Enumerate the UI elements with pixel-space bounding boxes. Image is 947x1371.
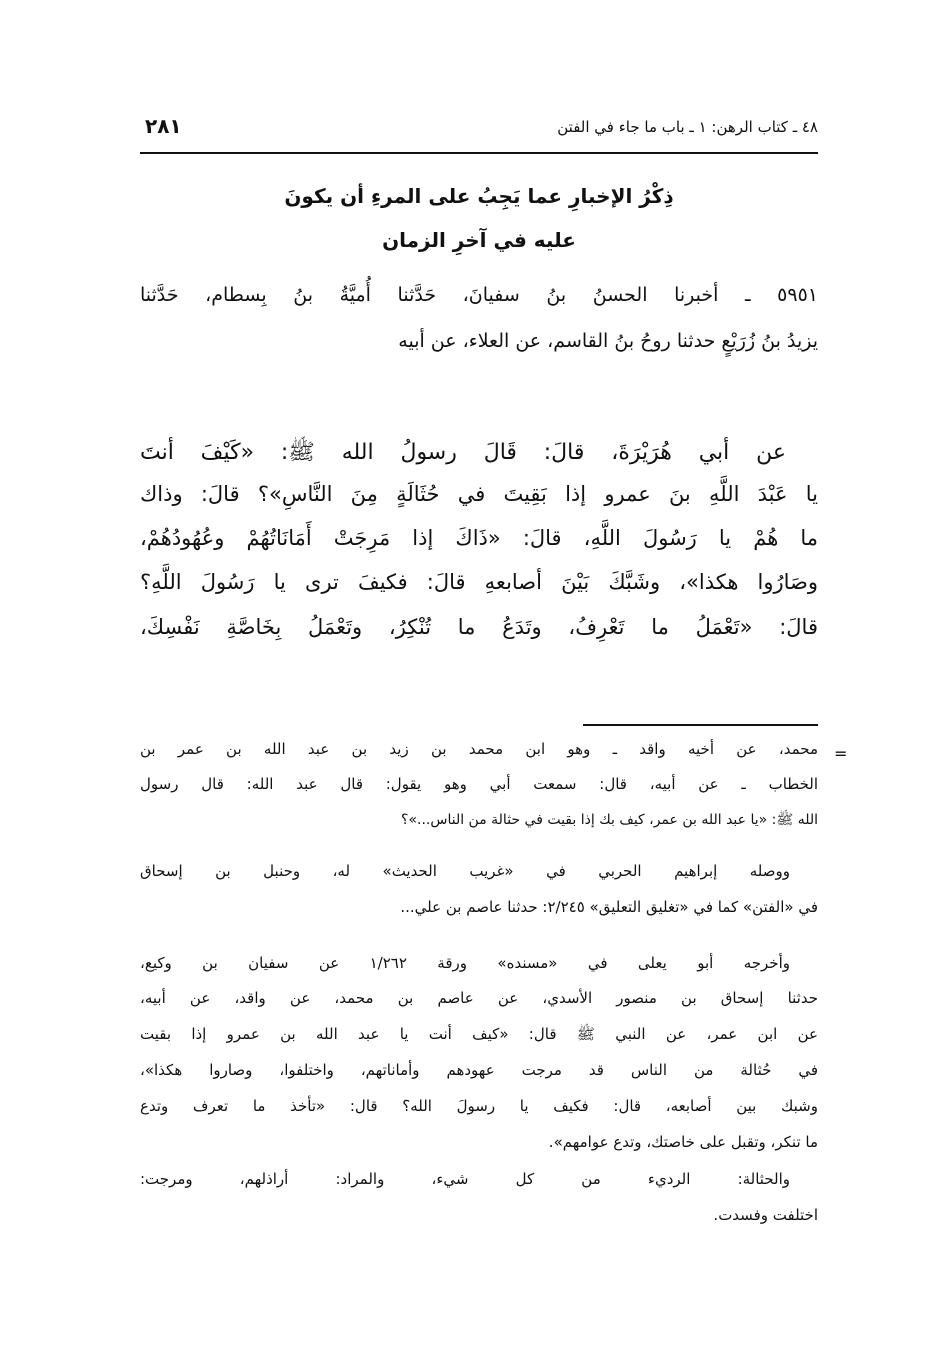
matn-line: قالَ: «تَعْمَلُ ما تَعْرِفُ، وتَدَعُ ما تُنْكِرُ، وتَعْمَلُ بِخَاصَّةِ نَفْسِكَ، (140, 615, 818, 639)
matn-line: يا عَبْدَ اللَّهِ بنَ عمرو إذا بَقِيتَ في حُثَالَةٍ مِنَ النَّاسِ»؟ قالَ: وذاك (140, 482, 818, 506)
footnote-line: ما تنكر، وتقبل على خاصتك، وتدع عوامهم». (548, 1133, 818, 1151)
footnote-line: عن ابن عمر، عن النبي ﷺ قال: «كيف أنت يا عبد الله بن عمرو إذا بقيت (140, 1025, 818, 1043)
footnote-line: اختلفت وفسدت. (713, 1206, 818, 1224)
footnote-line: الخطاب ـ عن أبيه، قال: سمعت أبي وهو يقول: قال عبد الله: قال رسول (140, 775, 818, 793)
matn-line: وصَارُوا هكذا»، وشَبَّكَ بَيْنَ أصابعهِ قالَ: فكيفَ ترى يا رَسُولَ اللَّهِ؟ (140, 570, 818, 594)
running-head: ٤٨ ـ كتاب الرهن: ١ ـ باب ما جاء في الفتن (557, 118, 818, 136)
section-title-line-2: عليه في آخرِ الزمان (382, 228, 576, 252)
matn-line: ما هُمْ يا رَسُولَ اللَّهِ، قالَ: «ذَاكَ إذا مَرِجَتْ أَمَانَاتُهُمْ وعُهُودُهُمْ، (140, 526, 818, 550)
footnote-line: والحثالة: الرديء من كل شيء، والمراد: أراذلهم، ومرجت: (140, 1170, 790, 1188)
footnote-line: الله ﷺ: «يا عبد الله بن عمر، كيف بك إذا بقيت في حثالة من الناس...»؟ (401, 812, 818, 828)
isnad-line: ٥٩٥١ ـ أخبرنا الحسنُ بنُ سفيانَ، حَدَّثنا أُميَّةُ بنُ بِسطام، حَدَّثنا (140, 284, 818, 306)
footnote-line: محمد، عن أخيه واقد ـ وهو ابن محمد بن زيد بن عبد الله بن عمر بن (140, 740, 818, 758)
header-rule (140, 152, 818, 154)
isnad-line: يزيدُ بنُ زُرَيْعٍ حدثنا روحُ بنُ القاسم، عن العلاء، عن أبيه (398, 330, 818, 352)
section-title-line-1: ذِكْرُ الإخبارِ عما يَجِبُ على المرءِ أن يكونَ (284, 184, 674, 208)
page-number: ٢٨١ (145, 114, 182, 138)
footnote-line: في «الفتن» كما في «تغليق التعليق» ٢/٢٤٥: حدثنا عاصم بن علي... (400, 898, 818, 916)
footnote-line: في حُثالة من الناس قد مرجت عهودهم وأماناتهم، واختلفوا، وصاروا هكذا»، (140, 1061, 818, 1079)
footnote-line: وأخرجه أبو يعلى في «مسنده» ورقة ١/٢٦٢ عن سفيان بن وكيع، (140, 954, 790, 972)
footnote-line: حدثنا إسحاق بن منصور الأسدي، عن عاصم بن محمد، عن واقد، عن أبيه، (140, 989, 818, 1007)
continuation-mark: = (834, 744, 848, 763)
footnote-line: وشبك بين أصابعه، قال: فكيف يا رسولَ الله؟ قال: «تأخذ ما تعرف وتدع (140, 1097, 818, 1115)
footnote-rule (583, 724, 818, 726)
matn-line: عن أبي هُرَيْرَةَ، قالَ: قَالَ رسولُ الله ﷺ: «كَيْفَ أنتَ (140, 440, 786, 465)
footnote-line: ووصله إبراهيم الحربي في «غريب الحديث» له، وحنبل بن إسحاق (140, 862, 790, 880)
